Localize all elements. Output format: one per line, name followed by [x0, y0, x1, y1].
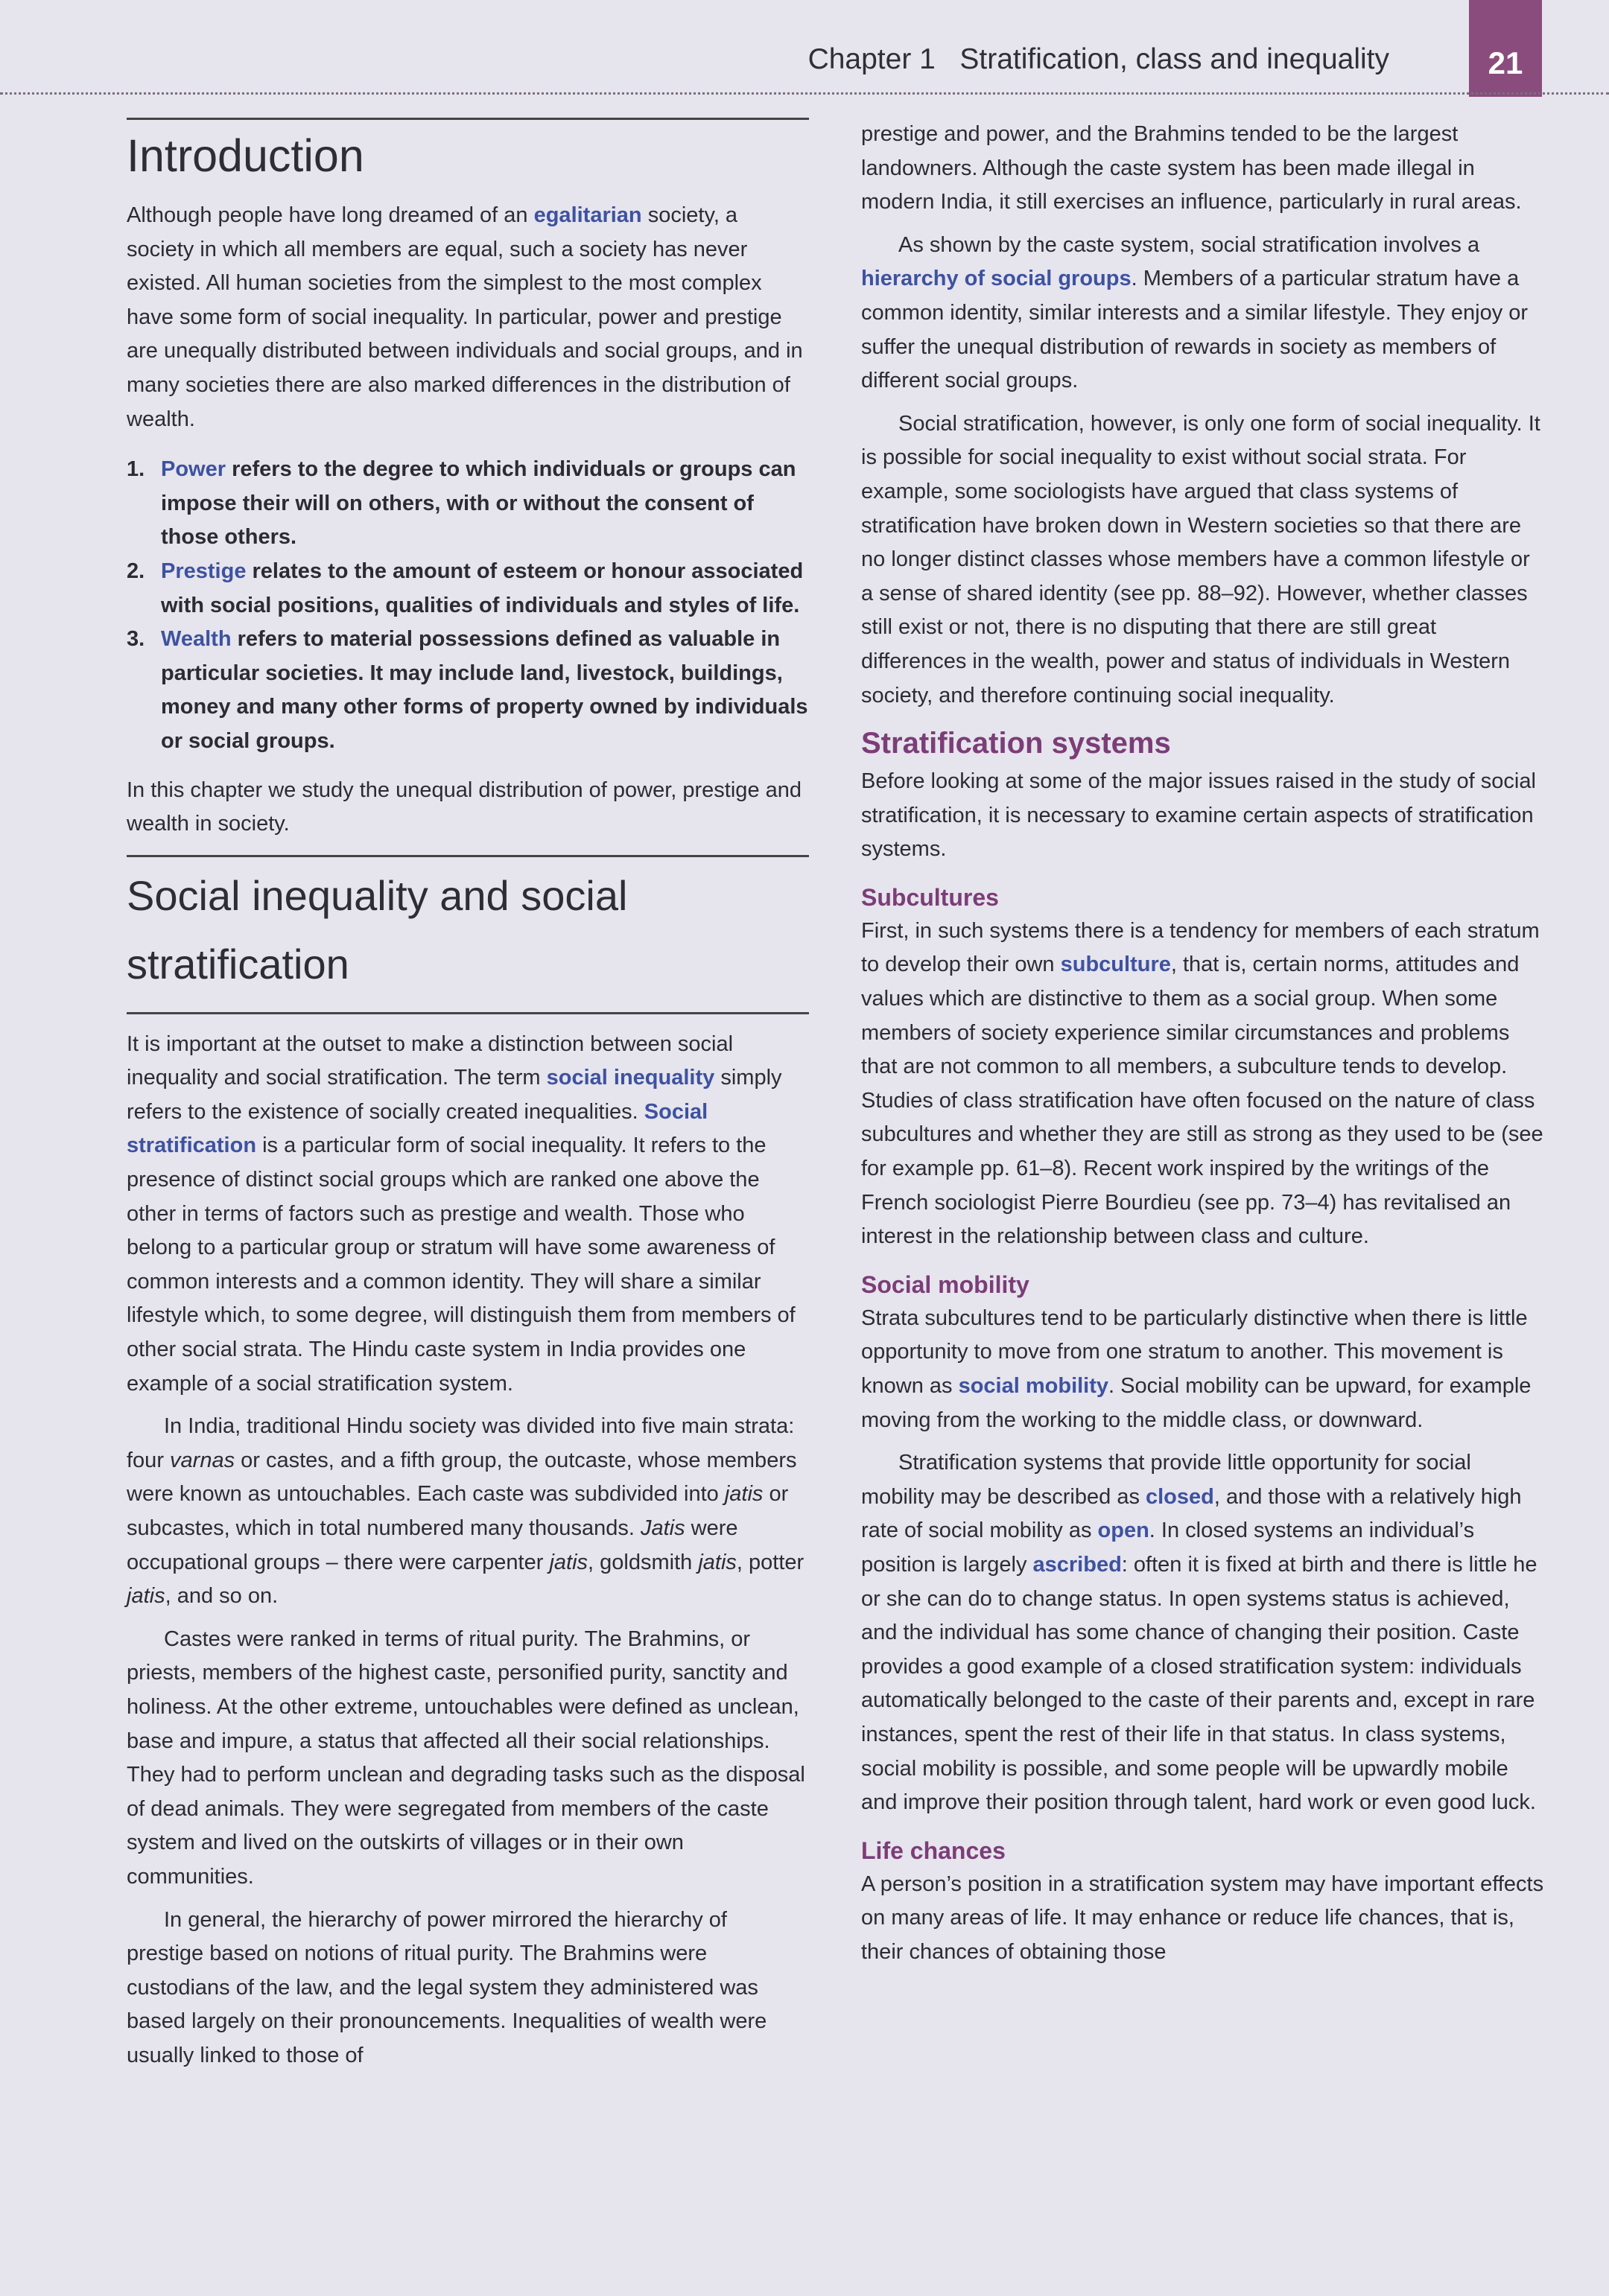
keyword-power: Power — [161, 457, 226, 482]
page-number: 21 — [1488, 45, 1523, 80]
heading-rule — [127, 118, 809, 120]
keyword-social-stratification: Social stratification — [127, 1099, 708, 1158]
definition-item: 1. Power refers to the degree to which individuals or groups can impose their will on others, with or without the consent of those others. — [127, 457, 796, 550]
left-column — [127, 118, 809, 2073]
intro-closing-paragraph: In this chapter we study the unequal distribution of power, prestige and wealth in society. — [127, 777, 802, 836]
header-dotted-rule — [0, 92, 1609, 95]
body-paragraph: A person’s position in a stratification system may have important effects on many areas of life. It may enhance or reduce life chances, that is, their chances of obtaining those — [861, 1872, 1544, 1964]
keyword-social-inequality: social inequality — [546, 1066, 715, 1090]
definition-list — [127, 453, 809, 758]
body-paragraph: In general, the hierarchy of power mirrored the hierarchy of prestige based on notions of ritual purity. The Brahmins were custodians of the law, and the legal system they administered was based largely on their pronouncements. Inequalities of wealth were usually linked to those of — [127, 1907, 767, 2067]
body-paragraph: As shown by the caste system, social stratification involves a hierarchy of social groups. Members of a particular stratum have a common identity, similar interests and a similar lifestyle. They enjoy or suffer the unequal distribution of rewards in society as members of different social groups. — [861, 232, 1529, 393]
keyword-ascribed: ascribed — [1032, 1552, 1122, 1577]
subcultures-heading: Subcultures — [861, 883, 999, 911]
body-paragraph: Stratification systems that provide little opportunity for social mobility may be described as closed, and those with a relatively high rate of social mobility as open. In closed systems an individual’s position is largely ascribed: often it is fixed at birth and there is little he or she can do to change status. In open systems status is achieved, and the individual has some chance of changing their position. Caste provides a good example of a closed stratification system: individuals automatically belonged to the caste of their parents and, except in rare instances, spent the rest of their life in that status. In class systems, social mobility is possible, and some people will be upwardly mobile and improve their position through talent, hard work or even good luck. — [861, 1451, 1537, 1815]
stratification-systems-heading: Stratification systems — [861, 727, 1171, 760]
keyword-social-mobility: social mobility — [958, 1374, 1109, 1398]
life-chances-heading: Life chances — [861, 1837, 1006, 1864]
body-paragraph: Before looking at some of the major issues raised in the study of social stratification, it is necessary to examine certain aspects of stratification systems. — [861, 769, 1536, 862]
right-column — [861, 118, 1546, 1970]
section-heading-social-inequality: Social inequality and social stratification — [127, 871, 628, 988]
social-mobility-heading: Social mobility — [861, 1271, 1029, 1298]
keyword-subculture: subculture — [1060, 953, 1171, 977]
keyword-hierarchy-of-social-groups: hierarchy of social groups — [861, 267, 1132, 291]
chapter-title: Stratification, class and inequality — [959, 43, 1389, 75]
keyword-closed: closed — [1146, 1484, 1214, 1509]
body-paragraph: First, in such systems there is a tendency for members of each stratum to develop their own subculture, that is, certain norms, attitudes and values which are distinctive to them as a social group. When some members of society experience similar circumstances and problems that are not common to all members, a subculture tends to develop. Studies of class stratification have often focused on the nature of class subcultures and whether they are still as strong as they used to be (see for example pp. 61–8). Recent work inspired by the writings of the French sociologist Pierre Bourdieu (see pp. 73–4) has revitalised an interest in the relationship between class and culture. — [861, 918, 1543, 1249]
running-head — [808, 43, 1389, 76]
heading-rule — [127, 1012, 809, 1014]
keyword-open: open — [1097, 1519, 1149, 1543]
keyword-egalitarian: egalitarian — [533, 203, 642, 227]
body-paragraph: In India, traditional Hindu society was divided into five main strata: four varnas or castes, and a fifth group, the outcaste, whose members were known as untouchables. Each caste was subdivided into jatis or subcastes, which in total numbered many thousands. Jatis were occupational groups – there were carpenter jatis, goldsmith jatis, potter jatis, and so on. — [127, 1414, 805, 1609]
chapter-label: Chapter 1 — [807, 43, 936, 75]
body-paragraph: prestige and power, and the Brahmins tended to be the largest landowners. Although the caste system has been made illegal in modern India, it still exercises an influence, particularly in rural areas. — [861, 122, 1522, 214]
keyword-wealth: Wealth — [161, 627, 232, 652]
body-paragraph: Castes were ranked in terms of ritual purity. The Brahmins, or priests, members of the highest caste, personified purity, sanctity and holiness. At the other extreme, untouchables were defined as unclean, base and impure, a status that affected all their social relationships. They had to perform unclean and degrading tasks such as the disposal of dead animals. They were segregated from members of the caste system and lived on the outskirts of villages or in their own communities. — [127, 1626, 805, 1889]
heading-rule — [127, 855, 809, 857]
intro-paragraph: Although people have long dreamed of an egalitarian society, a society in which all members are equal, such a society has never existed. All human societies from the simplest to the most complex have some form of social inequality. In particular, power and prestige are unequally distributed between individuals and social groups, and in many societies there are also marked differences in the distribution of wealth. — [127, 203, 803, 431]
body-paragraph: Social stratification, however, is only one form of social inequality. It is possible for social inequality to exist without social strata. For example, some sociologists have argued that class systems of stratification have broken down in Western societies so that there are no longer distinct classes whose members have a common lifestyle or a sense of shared identity (see pp. 88–92). However, whether classes still exist or not, there is no disputing that there are still great differences in the wealth, power and status of individuals in Western society, and therefore continuing social inequality. — [861, 411, 1540, 707]
page-number-tab — [1469, 0, 1542, 97]
body-paragraph: Strata subcultures tend to be particularly distinctive when there is little opportunity to move from one stratum to another. This movement is known as social mobility. Social mobility can be upward, for example moving from the working to the middle class, or downward. — [861, 1306, 1532, 1432]
intro-heading: Introduction — [127, 130, 364, 181]
keyword-prestige: Prestige — [161, 559, 247, 583]
body-paragraph: It is important at the outset to make a distinction between social inequality and social stratification. The term social inequality simply refers to the existence of socially created inequalities. Social stratification is a particular form of social inequality. It refers to the presence of distinct social groups which are ranked one above the other in terms of factors such as prestige and wealth. Those who belong to a particular group or stratum will have some awareness of common interests and a common identity. They will share a similar lifestyle which, to some degree, will distinguish them from members of other social strata. The Hindu caste system in India provides one example of a social stratification system. — [127, 1031, 796, 1396]
definition-item: 3. Wealth refers to material possessions defined as valuable in particular societies. It may include land, livestock, buildings, money and many other forms of property owned by individuals or social groups. — [127, 627, 808, 753]
definition-item: 2. Prestige relates to the amount of esteem or honour associated with social positions, qualities of individuals and styles of life. — [127, 559, 804, 617]
